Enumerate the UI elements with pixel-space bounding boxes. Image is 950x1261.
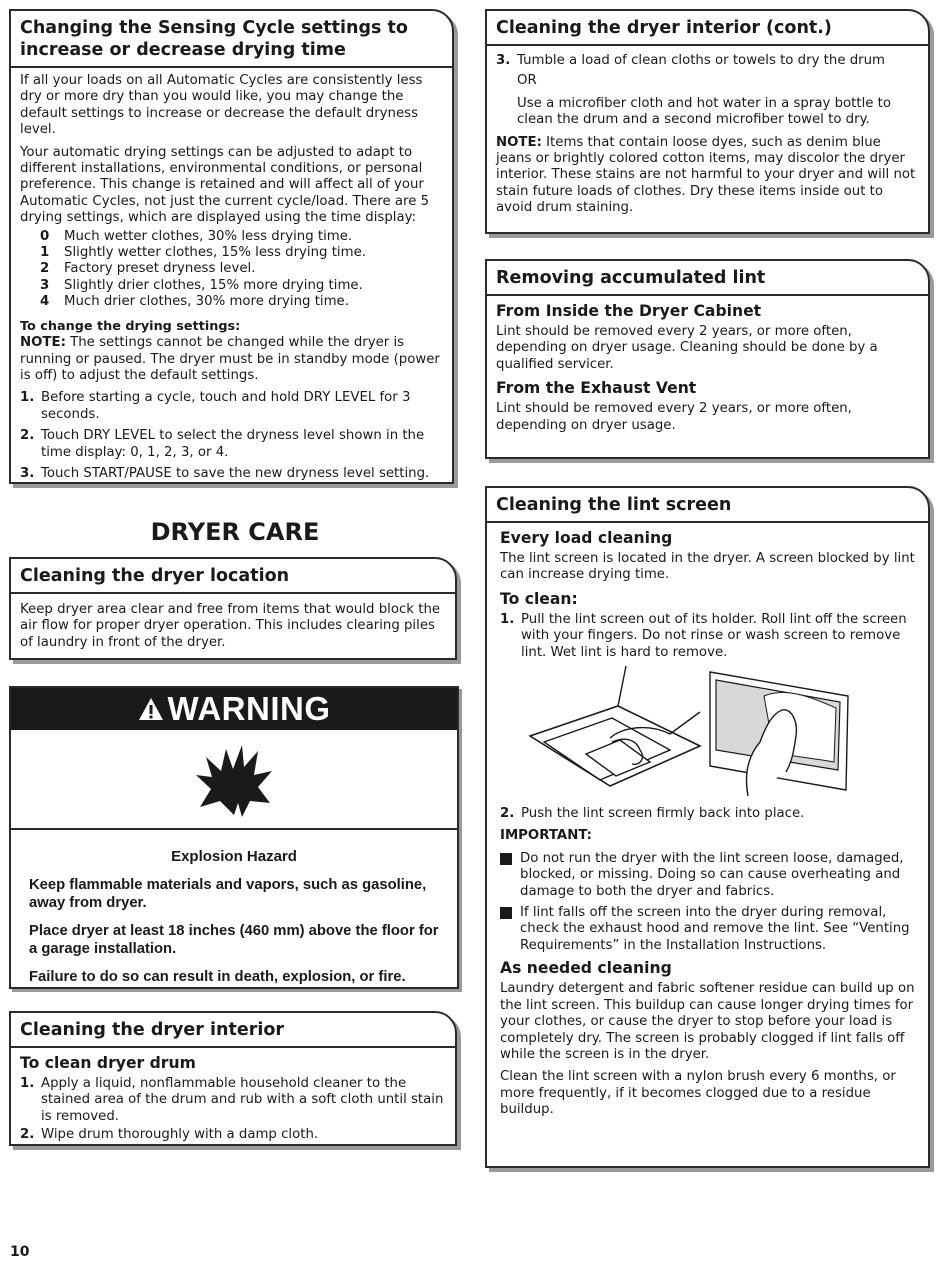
warning-box bbox=[9, 686, 459, 989]
warning-line: Failure to do so can result in death, explosion, or fire. bbox=[29, 969, 406, 985]
explosion-hazard-title: Explosion Hazard bbox=[171, 848, 297, 865]
dryer-care-heading: DRYER CARE bbox=[150, 518, 320, 546]
sensing-cycle-title: Changing the Sensing Cycle settings to increase or decrease drying time bbox=[11, 11, 452, 68]
cabinet-subheading: From Inside the Dryer Cabinet bbox=[496, 302, 762, 320]
step-item: 3. Touch START/PAUSE to save the new dryness level setting. bbox=[20, 465, 430, 481]
step-item: 1. Before starting a cycle, touch and hold DRY LEVEL for 3 seconds. bbox=[20, 390, 411, 422]
clean-drum-subheading: To clean dryer drum bbox=[20, 1054, 196, 1072]
step-item: 2. Touch DRY LEVEL to select the dryness level shown in the time display: 0, 1, 2, 3, or 4. bbox=[20, 428, 425, 460]
lint-screen-title: Cleaning the lint screen bbox=[487, 488, 928, 523]
cleaning-location-title: Cleaning the dryer location bbox=[11, 559, 455, 594]
accumulated-lint-title: Removing accumulated lint bbox=[487, 261, 928, 296]
alt-method-text: Use a microfiber cloth and hot water in a spray bottle to clean the drum and a second microfiber towel to dry. bbox=[517, 95, 892, 128]
explosion-icon bbox=[194, 741, 274, 819]
warning-banner bbox=[11, 688, 457, 730]
cabinet-text: Lint should be removed every 2 years, or more often, depending on dryer usage. Cleaning should be done by a qualified servicer. bbox=[496, 324, 878, 372]
exhaust-vent-text: Lint should be removed every 2 years, or more often, depending on dryer usage. bbox=[496, 401, 852, 433]
lint-screen-illustrations bbox=[500, 666, 919, 798]
list-item: 3 Slightly drier clothes, 15% more drying time. bbox=[40, 277, 363, 293]
sensing-intro: If all your loads on all Automatic Cycles are consistently less dry or more dry than you would like, you may change the default settings to increase or decrease the default dryness level. bbox=[20, 73, 423, 138]
as-needed-text: Laundry detergent and fabric softener residue can build up on the lint screen. This buildup can cause longer drying times for your clothes, or cause the dryer to stop before your load is completely dry. The screen is probably clogged if lint falls off while the screen is in the dryer. bbox=[500, 981, 915, 1062]
warning-label: WARNING bbox=[167, 690, 331, 727]
page-number: 10 bbox=[10, 1244, 30, 1260]
dryness-levels-list bbox=[20, 229, 443, 311]
as-needed-subheading: As needed cleaning bbox=[500, 959, 672, 978]
warning-line: Place dryer at least 18 inches (460 mm) above the floor for a garage installation. bbox=[29, 923, 439, 957]
step-item: 2. Push the lint screen firmly back into place. bbox=[500, 806, 805, 822]
step-item: 2. Wipe drum thoroughly with a damp cloth. bbox=[20, 1127, 319, 1143]
cleaning-location-section bbox=[9, 557, 457, 660]
sensing-cycle-section bbox=[9, 9, 454, 484]
change-settings-heading: To change the drying settings: bbox=[20, 318, 241, 334]
list-item: 4 Much drier clothes, 30% more drying time. bbox=[40, 294, 349, 310]
list-item: 2 Factory preset dryness level. bbox=[40, 261, 256, 277]
warning-triangle-icon bbox=[138, 697, 164, 721]
step-item: 1. Apply a liquid, nonflammable household cleaner to the stained area of the drum and rub with a soft cloth until stain is removed. bbox=[20, 1076, 444, 1124]
or-text: OR bbox=[517, 73, 537, 89]
every-load-subheading: Every load cleaning bbox=[500, 529, 673, 547]
nylon-brush-text: Clean the lint screen with a nylon brush every 6 months, or more frequently, if it becomes clogged due to a residue buildup. bbox=[500, 1069, 896, 1118]
cleaning-interior-title: Cleaning the dryer interior bbox=[11, 1013, 455, 1048]
cleaning-location-text: Keep dryer area clear and free from items that would block the air flow for proper dryer operation. This includes clearing piles of laundry in front of the dryer. bbox=[20, 602, 441, 650]
list-item: 0 Much wetter clothes, 30% less drying time. bbox=[40, 228, 353, 244]
bullet-square-icon bbox=[500, 907, 512, 919]
lint-screen-section bbox=[485, 486, 930, 1168]
sensing-description: Your automatic drying settings can be adjusted to adapt to different installations, environmental conditions, or personal preference. This change is retained and will affect all of your Automatic Cycles, not just the current cycle/load. There are 5 drying settings, which are displayed using the time display: bbox=[20, 144, 430, 226]
warning-line: Keep flammable materials and vapors, such as gasoline, away from dryer. bbox=[29, 877, 427, 911]
interior-cont-title: Cleaning the dryer interior (cont.) bbox=[487, 11, 928, 46]
bullet-square-icon bbox=[500, 853, 512, 865]
exhaust-vent-subheading: From the Exhaust Vent bbox=[496, 379, 697, 398]
interior-cont-section bbox=[485, 9, 930, 234]
sensing-note: NOTE: The settings cannot be changed while the dryer is running or paused. The dryer must be in standby mode (power is off) to adjust the default settings. bbox=[20, 335, 440, 383]
cleaning-interior-section bbox=[9, 1011, 457, 1146]
step-item: 3. Tumble a load of clean cloths or towels to dry the drum bbox=[496, 53, 886, 68]
accumulated-lint-section bbox=[485, 259, 930, 459]
explosion-symbol-area bbox=[11, 732, 457, 830]
step-item: 1. Pull the lint screen out of its holder. Roll lint off the screen with your fingers. Do not rinse or wash screen to remove lint. Wet lint is hard to remove. bbox=[500, 611, 907, 660]
important-label: IMPORTANT: bbox=[500, 828, 592, 844]
lint-roll-off-illustration bbox=[708, 666, 850, 798]
list-item: Do not run the dryer with the lint screen loose, damaged, blocked, or missing. Doing so can cause overheating and damage to both the dryer and fabrics. bbox=[500, 851, 919, 900]
lint-screen-removal-illustration bbox=[500, 666, 702, 798]
list-item: If lint falls off the screen into the dryer during removal, check the exhaust hood and remove the lint. See “Venting Requirements” in the Installation Instructions. bbox=[500, 905, 919, 954]
to-clean-subheading: To clean: bbox=[500, 589, 578, 608]
every-load-text: The lint screen is located in the dryer. A screen blocked by lint can increase drying time. bbox=[500, 551, 915, 583]
list-item: 1 Slightly wetter clothes, 15% less drying time. bbox=[40, 245, 366, 261]
interior-note: NOTE: Items that contain loose dyes, such as denim blue jeans or brightly colored cotton items, may discolor the dryer interior. These stains are not harmful to your dryer and will not stain future loads of clothes. Dry these items inside out to avoid drum staining. bbox=[496, 134, 916, 216]
